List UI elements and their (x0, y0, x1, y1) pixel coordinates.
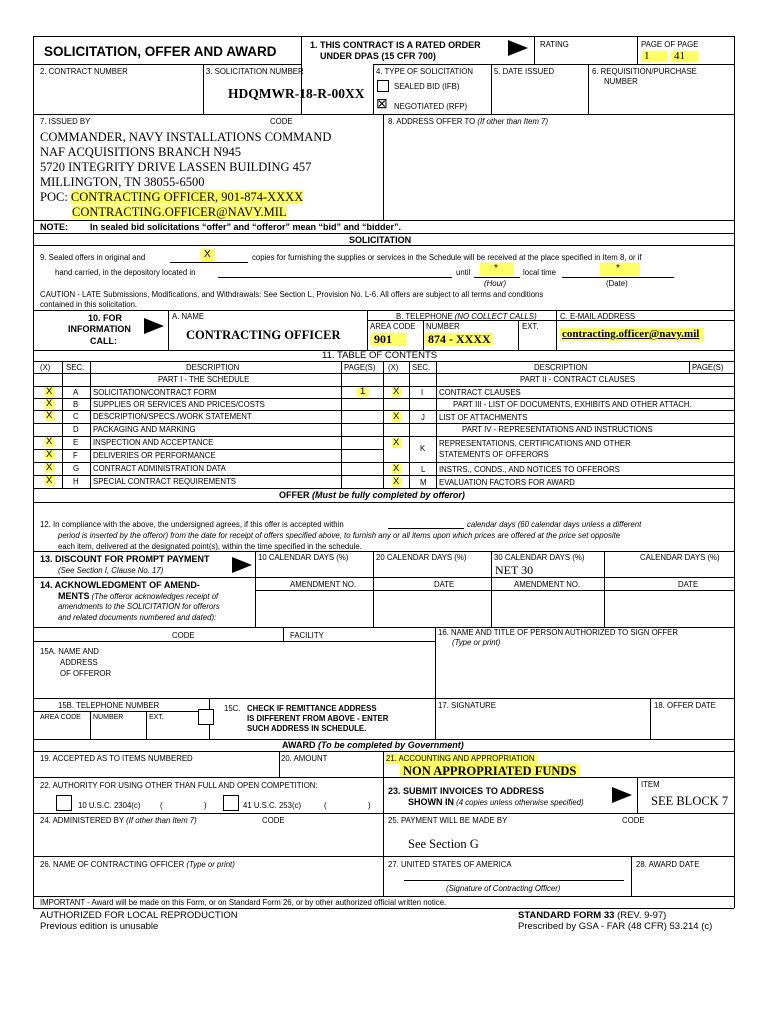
toc-desc: CONTRACT CLAUSES (439, 388, 521, 397)
toc-desc: DESCRIPTION/SPECS./WORK STATEMENT (93, 412, 252, 421)
item9-text-3: hand carried, in the depository located in (55, 268, 196, 277)
toc-col-sec: SEC. (66, 363, 85, 372)
amendment-no-label-2: AMENDMENT NO. (514, 580, 581, 589)
accounting-label: 21. ACCOUNTING AND APPROPRIATION (386, 754, 538, 764)
telephone-note: (NO COLLECT CALLS) (454, 312, 537, 321)
offer-heading-text: OFFER (279, 490, 310, 500)
caution-text-2: contained in this solicitation. (40, 300, 138, 309)
rated-order-label: 1. THIS CONTRACT IS A RATED ORDER (310, 40, 481, 50)
toc-sec: I (421, 388, 424, 397)
ack-amendments-note: (The offeror acknowledges receipt of (91, 592, 219, 601)
paren-open-2: ( (324, 801, 327, 810)
offer-heading (279, 490, 465, 500)
toc-desc: LIST OF ATTACHMENTS (439, 413, 528, 422)
poc-line (40, 190, 303, 204)
remittance-label: CHECK IF REMITTANCE ADDRESS (247, 704, 377, 713)
sealed-bid-checkbox[interactable] (377, 80, 389, 92)
date-label-2: DATE (678, 580, 699, 589)
page-total: 41 (674, 50, 685, 62)
amount-label: 20. AMOUNT (281, 754, 328, 763)
submit-invoices-label: 23. SUBMIT INVOICES TO ADDRESS (388, 786, 545, 796)
form-title: SOLICITATION, OFFER AND AWARD (44, 44, 277, 59)
standard-form-number: STANDARD FORM 33 (518, 910, 615, 921)
rating-label: RATING (540, 40, 569, 49)
toc-desc: SPECIAL CONTRACT REQUIREMENTS (93, 477, 236, 486)
address-line: COMMANDER, NAVY INSTALLATIONS COMMAND (40, 130, 332, 144)
offeror-name-label-3: OF OFFEROR (60, 669, 112, 678)
email-value: contracting.officer@navy.mil (562, 328, 700, 340)
offer-date-label: 18. OFFER DATE (654, 701, 716, 710)
copies-note: (4 copies unless otherwise specified) (456, 798, 584, 807)
offeror-name-label: 15A. NAME AND (40, 647, 99, 656)
contract-number-label: 2. CONTRACT NUMBER (40, 67, 128, 76)
administered-by-text: 24. ADMINISTERED BY (40, 816, 124, 825)
hour-label: (Hour) (484, 279, 507, 288)
item-value: SEE BLOCK 7 (651, 794, 729, 808)
toc-col-x: (X) (40, 363, 51, 372)
address-line: 5720 INTEGRITY DRIVE LASSEN BUILDING 457 (40, 160, 312, 174)
ack-amendments-label: 14. ACKNOWLEDGMENT OF AMEND- (40, 580, 200, 590)
toc-x: X (46, 449, 53, 460)
toc-x: X (46, 410, 53, 421)
administered-by-note: (If other than Item 7) (126, 816, 197, 825)
toc-sec: A (73, 388, 79, 397)
toc-part4: PART IV - REPRESENTATIONS AND INSTRUCTIONS (462, 425, 653, 434)
page-of-page-label: PAGE OF PAGE (641, 40, 699, 49)
administered-code-label: CODE (262, 816, 285, 825)
note-text: In sealed bid solicitations “offer” and “offeror” mean “bid” and “bidder”. (90, 222, 402, 232)
discount-30-value: NET 30 (495, 563, 534, 577)
type-of-solicitation-label: 4. TYPE OF SOLICITATION (376, 67, 474, 76)
address-offer-note: (If other than Item 7) (477, 117, 549, 126)
toc-x: X (393, 437, 400, 448)
usa-label: 27. UNITED STATES OF AMERICA (388, 860, 512, 869)
solicitation-number: HDQMWR-18-R-00XX (228, 86, 365, 101)
toc-x: X (46, 386, 53, 397)
address-line: NAF ACQUISITIONS BRANCH N945 (40, 145, 242, 159)
toc-part1: PART I - THE SCHEDULE (158, 375, 250, 384)
info-call-label-2: INFORMATION (68, 324, 131, 334)
toc-desc: EVALUATION FACTORS FOR AWARD (439, 478, 575, 487)
toc-x: X (46, 462, 53, 473)
area-code-label: AREA CODE (40, 714, 81, 721)
toc-sec: K (420, 444, 426, 453)
poc-email: CONTRACTING.OFFICER@NAVY.MIL (72, 205, 287, 219)
negotiated-checkbox[interactable]: ⊠ (376, 95, 388, 111)
toc-sec: E (73, 438, 79, 447)
toc-desc: SUPPLIES OR SERVICES AND PRICES/COSTS (93, 400, 265, 409)
toc-col-x-2: (X) (388, 363, 399, 372)
toc-x: X (393, 463, 400, 474)
item12-text-3: period is inserted by the offeror) from the date for receipt of offers specified above, to furnish any or all items upon which prices are offered at the price set opposite (58, 531, 621, 540)
remittance-label-2: IS DIFFERENT FROM ABOVE - ENTER (247, 714, 389, 723)
authority-label: 22. AUTHORITY FOR USING OTHER THAN FULL AND OPEN COMPETITION: (40, 781, 318, 790)
toc-x: X (393, 411, 400, 422)
toc-desc: SOLICITATION/CONTRACT FORM (93, 388, 217, 397)
ack-amendments-note-2: amendments to the SOLICITATION for offerors (58, 602, 220, 611)
co-name: CONTRACTING OFFICER (186, 328, 341, 342)
toc-desc: DELIVERIES OR PERFORMANCE (93, 451, 216, 460)
signature-label: 17. SIGNATURE (438, 701, 496, 710)
ack-amendments-sublabel (58, 591, 218, 602)
hour-value: * (494, 263, 498, 274)
toc-pages: 1 (360, 386, 366, 397)
toc-desc-2: STATEMENTS OF OFFERORS (439, 450, 549, 459)
toc-desc: REPRESENTATIONS, CERTIFICATIONS AND OTHER (439, 439, 631, 448)
paren-close: ) (204, 801, 207, 810)
toc-sec: D (73, 425, 79, 434)
email-label: C. E-MAIL ADDRESS (560, 312, 636, 321)
toc-col-desc: DESCRIPTION (186, 363, 240, 372)
item12-text-2: calendar days (60 calendar days unless a different (467, 520, 642, 529)
item9-text-2: copies for furnishing the supplies or services in the Schedule will be received at the place specified in Item 8, or if (252, 253, 642, 262)
important-notice: IMPORTANT - Award will be made on this Form, or on Standard Form 26, or by other authorized official written notice. (40, 898, 447, 907)
negotiated-label: NEGOTIATED (RFP) (394, 102, 468, 111)
local-time-label: local time (523, 268, 556, 277)
arrow-right-icon (508, 40, 528, 56)
arrow-right-icon (232, 557, 252, 573)
rated-order-sublabel: UNDER DPAS (15 CFR 700) (320, 51, 436, 61)
accepted-items-label: 19. ACCEPTED AS TO ITEMS NUMBERED (40, 754, 193, 763)
toc-desc: INSTRS., CONDS., AND NOTICES TO OFFERORS (439, 465, 620, 474)
award-date-label: 28. AWARD DATE (636, 860, 700, 869)
co-name-text: 26. NAME OF CONTRACTING OFFICER (40, 860, 185, 869)
co-name-note: (Type or print) (186, 860, 235, 869)
toc-sec: G (73, 464, 80, 473)
local-reproduction: AUTHORIZED FOR LOCAL REPRODUCTION (40, 910, 238, 921)
telephone-text: B. TELEPHONE (396, 312, 453, 321)
date-label: (Date) (606, 279, 628, 288)
info-call-label: 10. FOR (88, 313, 123, 323)
date-label: DATE (434, 580, 455, 589)
paren-close-2: ) (368, 801, 371, 810)
toc-x: X (393, 476, 400, 487)
number-label: NUMBER (426, 322, 460, 331)
facility-label: FACILITY (290, 631, 324, 640)
discount-label: 13. DISCOUNT FOR PROMPT PAYMENT (40, 554, 210, 564)
arrow-right-icon (612, 787, 632, 803)
issued-by-label: 7. ISSUED BY (40, 117, 91, 126)
ack-amendments-ments: MENTS (58, 591, 90, 601)
address-offer-label (388, 117, 548, 127)
toc-desc: INSPECTION AND ACCEPTANCE (93, 438, 214, 447)
discount-20-label: 20 CALENDAR DAYS (%) (376, 553, 467, 562)
usc-2304-checkbox[interactable] (56, 795, 72, 811)
shown-in-label: SHOWN IN (408, 797, 454, 807)
offeror-code-label: CODE (172, 631, 195, 640)
paren-open: ( (160, 801, 163, 810)
award-heading (282, 740, 464, 750)
standard-form (518, 911, 666, 921)
requisition-sublabel: NUMBER (604, 77, 638, 86)
area-code-label: AREA CODE (370, 322, 416, 331)
toc-col-pages-2: PAGE(S) (692, 363, 724, 372)
toc-sec: L (421, 465, 426, 474)
discount-note: (See Section I, Clause No. 17) (58, 566, 164, 575)
submit-invoices-sublabel (408, 797, 584, 808)
area-code-value: 901 (374, 332, 392, 346)
prescribed-by: Prescribed by GSA - FAR (48 CFR) 53.214 (c) (518, 921, 713, 932)
award-heading-text: AWARD (282, 740, 316, 750)
item12-text: 12. In compliance with the above, the undersigned agrees, if this offer is accepted within (40, 520, 344, 529)
usc-253-label: 41 U.S.C. 253(c) (243, 801, 302, 810)
amendment-no-label: AMENDMENT NO. (290, 580, 357, 589)
payment-value: See Section G (408, 837, 479, 851)
discount-calendar-label: CALENDAR DAYS (%) (640, 553, 720, 562)
toc-sec: M (420, 478, 427, 487)
caution-text: CAUTION - LATE Submissions, Modifications, and Withdrawals: See Section L, Provision No. L-6. All offers are subject to all terms and conditions (40, 290, 544, 299)
name-label: A. NAME (172, 312, 205, 321)
remittance-label-3: SUCH ADDRESS IN SCHEDULE. (247, 724, 367, 733)
discount-10-label: 10 CALENDAR DAYS (%) (258, 553, 349, 562)
toc-desc: CONTRACT ADMINISTRATION DATA (93, 464, 226, 473)
note-label: NOTE: (40, 222, 68, 232)
remittance-checkbox[interactable] (198, 709, 214, 725)
telephone-label (396, 312, 537, 322)
award-heading-note: (To be completed by Government) (318, 740, 464, 750)
poc-name: CONTRACTING OFFICER, 901-874-XXXX (70, 190, 304, 204)
toc-part3: PART III - LIST OF DOCUMENTS, EXHIBITS AND OTHER ATTACH. (453, 400, 692, 409)
ack-amendments-note-3: and related documents numbered and dated): (58, 613, 217, 622)
issued-by-code-label: CODE (270, 117, 293, 126)
toc-sec: F (73, 451, 78, 460)
toc-sec: B (73, 400, 79, 409)
discount-30-label: 30 CALENDAR DAYS (%) (494, 553, 585, 562)
date-value: * (616, 263, 620, 274)
co-signature-label: (Signature of Contracting Officer) (446, 884, 561, 893)
offer-heading-note: (Must be fully completed by offeror) (312, 490, 465, 500)
previous-edition: Previous edition is unusable (40, 921, 159, 932)
toc-heading: 11. TABLE OF CONTENTS (322, 350, 438, 361)
item12-text-4: each item, delivered at the designated point(s), within the time specified in the schedule. (58, 542, 362, 551)
administered-by-label (40, 816, 197, 826)
toc-part2: PART II - CONTRACT CLAUSES (520, 375, 636, 384)
toc-desc: PACKAGING AND MARKING (93, 425, 196, 434)
solicitation-heading: SOLICITATION (349, 235, 412, 245)
ext-label: EXT. (149, 714, 164, 721)
date-field[interactable] (600, 263, 640, 276)
payment-code-label: CODE (622, 816, 645, 825)
number-label: NUMBER (93, 714, 124, 721)
toc-x: X (393, 386, 400, 397)
toc-x: X (46, 475, 53, 486)
authorized-signer-note: (Type or print) (452, 638, 501, 647)
payment-label: 25. PAYMENT WILL BE MADE BY (388, 816, 508, 825)
ext-label: EXT. (522, 322, 539, 331)
sealed-bid-label: SEALED BID (IFB) (394, 82, 460, 91)
solicitation-number-label: 3. SOLICITATION NUMBER (206, 67, 304, 76)
date-issued-label: 5. DATE ISSUED (494, 67, 555, 76)
copies-value: X (204, 249, 211, 260)
toc-x: X (46, 436, 53, 447)
toc-col-desc-2: DESCRIPTION (534, 363, 588, 372)
address-offer-text: 8. ADDRESS OFFER TO (388, 117, 476, 126)
authorized-signer-label: 16. NAME AND TITLE OF PERSON AUTHORIZED TO SIGN OFFER (438, 628, 679, 637)
poc-prefix: POC: (40, 190, 71, 204)
toc-col-pages: PAGE(S) (344, 363, 376, 372)
remittance-number: 15C. (224, 704, 241, 713)
page-current: 1 (644, 50, 650, 62)
toc-sec: C (73, 412, 79, 421)
toc-sec: H (73, 477, 79, 486)
item-label: ITEM (641, 780, 660, 789)
usc-2304-label: 10 U.S.C. 2304(c) (78, 801, 141, 810)
info-call-label-3: CALL: (90, 336, 117, 346)
accounting-value: NON APPROPRIATED FUNDS (403, 764, 577, 778)
requisition-label: 6. REQUISITION/PURCHASE (592, 67, 697, 76)
item9-text: 9. Sealed offers in original and (40, 253, 146, 262)
standard-form-revision: (REV. 9-97) (617, 910, 667, 921)
contracting-officer-name-label (40, 860, 235, 870)
telephone-number-label: 15B. TELEPHONE NUMBER (58, 701, 160, 710)
address-line: MILLINGTON, TN 38055-6500 (40, 175, 205, 189)
toc-col-sec-2: SEC. (412, 363, 431, 372)
phone-number-value: 874 - XXXX (428, 332, 491, 346)
arrow-right-icon (144, 318, 164, 334)
toc-x: X (46, 398, 53, 409)
offeror-name-label-2: ADDRESS (60, 658, 98, 667)
usc-253-checkbox[interactable] (223, 795, 239, 811)
toc-sec: J (421, 413, 425, 422)
until-label: until (456, 268, 471, 277)
